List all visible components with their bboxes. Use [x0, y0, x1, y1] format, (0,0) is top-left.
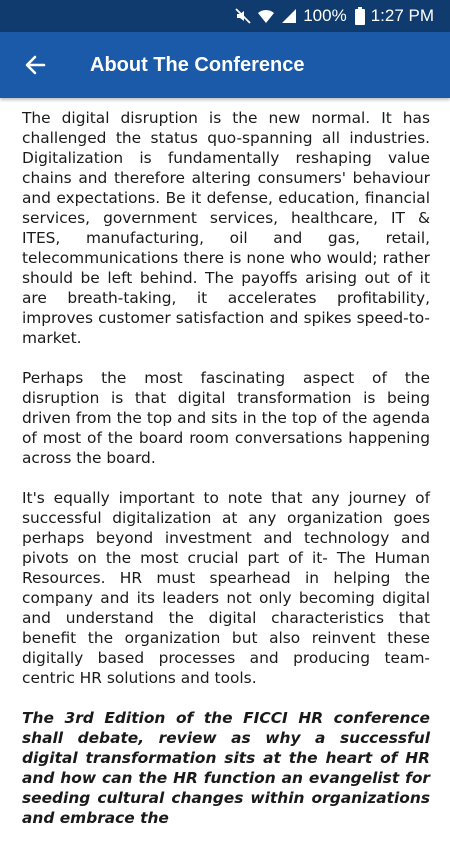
battery-percent: 100%	[303, 6, 347, 25]
page-title: About The Conference	[90, 53, 305, 76]
about-content	[22, 108, 430, 848]
signal-icon	[281, 8, 297, 24]
mute-icon	[235, 8, 251, 24]
wifi-icon	[257, 8, 275, 24]
paragraph-1: The digital disruption is the new normal. It has challenged the status quo-spanning all industries. Digitalization is fundamentally reshaping value chains and therefore altering consumers' behaviour and expectations. Be it defense, education, financial services, government services, healthcare, IT & ITES, manufacturing, oil and gas, retail, telecommunications there is none who would; rather should be left behind. The payoffs arising out of it are breath-taking, it accelerates profitability, improves customer satisfaction and spikes speed-to-market.	[22, 109, 430, 347]
clock: 1:27 PM	[370, 6, 434, 25]
paragraph-3: It's equally important to note that any journey of successful digitalization at any organization goes perhaps beyond investment and technology and pivots on the most crucial part of it- The Human Resources. HR must spearhead in helping the company and its leaders not only becoming digital and understand the digital characteristics that benefit the organization but also reinvent these digitally based processes and producing team-centric HR solutions and tools.	[22, 489, 430, 687]
paragraph-2: Perhaps the most fascinating aspect of the disruption is that digital transformation is being driven from the top and sits in the top of the agenda of most of the board room conversations happening across the board.	[22, 369, 430, 467]
back-arrow-icon	[24, 54, 46, 76]
back-button[interactable]	[15, 45, 55, 85]
battery-icon	[355, 7, 365, 25]
paragraph-4: The 3rd Edition of the FICCI HR conference shall debate, review as why a successful digital transformation sits at the heart of HR and how can the HR function an evangelist for seeding cultural changes within organizations and embrace the	[22, 709, 430, 827]
status-bar	[0, 0, 450, 32]
app-bar	[0, 32, 450, 98]
